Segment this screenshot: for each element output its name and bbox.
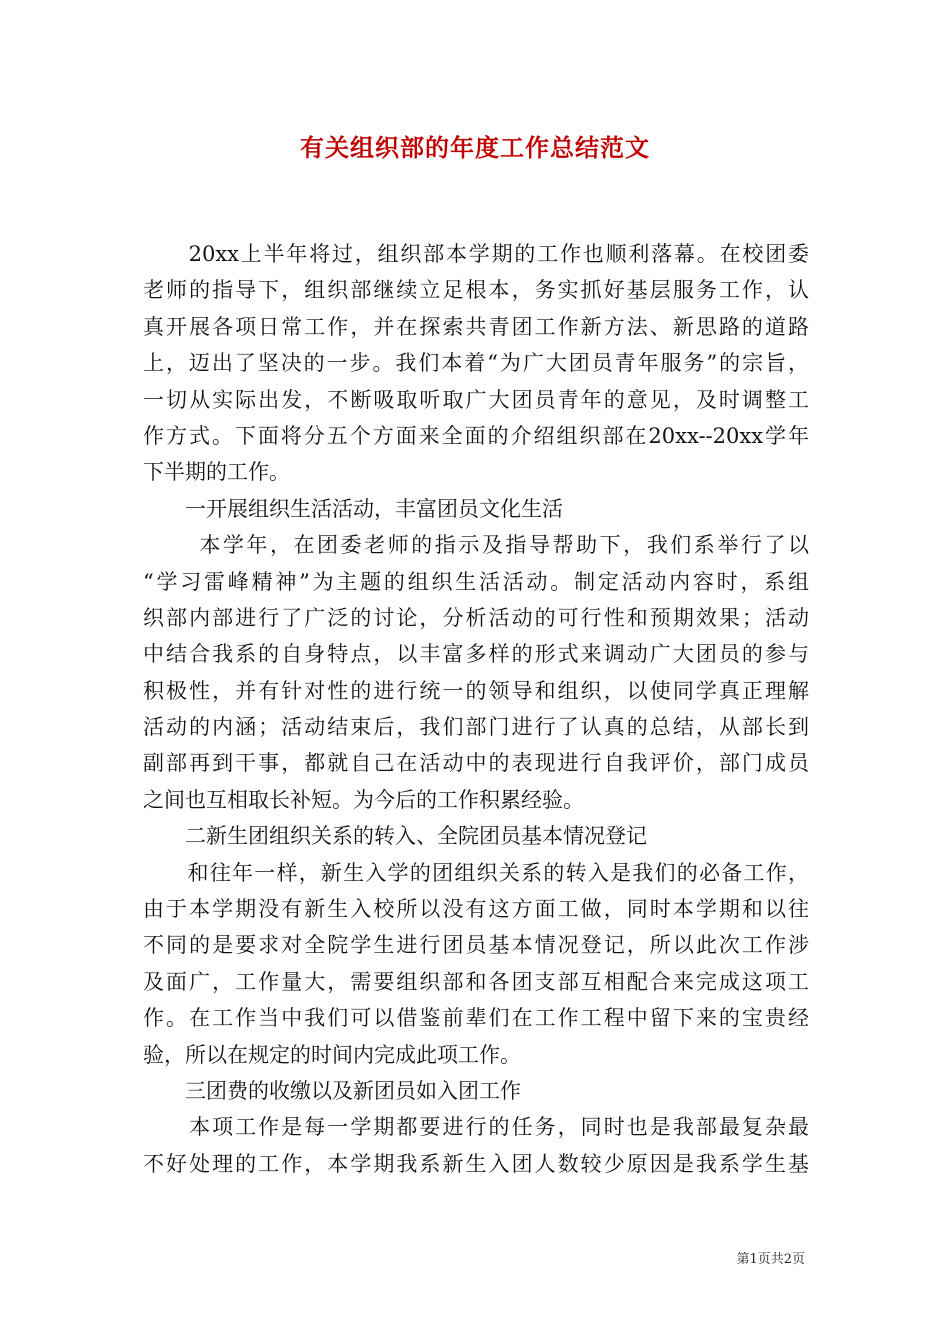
page-title: 有关组织部的年度工作总结范文 [300, 133, 650, 162]
text-line: 不好处理的工作，本学期我系新生入团人数较少原因是我系学生基 [143, 1151, 809, 1176]
text-line: 本项工作是每一学期都要进行的任务，同时也是我部最复杂最 [143, 1115, 809, 1140]
text-line: 老师的指导下，组织部继续立足根本，务实抓好基层服务工作，认 [143, 278, 809, 303]
text-line: 本学年，在团委老师的指示及指导帮助下，我们系举行了以 [143, 533, 809, 558]
text-line: 由于本学期没有新生入校所以没有这方面工做，同时本学期和以往 [143, 897, 809, 922]
text-line: 一切从实际出发，不断吸取听取广大团员青年的意见，及时调整工 [143, 387, 809, 412]
text-line: 及面广，工作量大，需要组织部和各团支部互相配合来完成这项工 [143, 969, 809, 994]
text-line: 20xx上半年将过，组织部本学期的工作也顺利落幕。在校团委 [143, 242, 809, 266]
text-line: 上，迈出了坚决的一步。我们本着“为广大团员青年服务”的宗旨， [143, 351, 809, 376]
text-line: 和往年一样，新生入学的团组织关系的转入是我们的必备工作， [143, 860, 809, 885]
text-line: 积极性，并有针对性的进行统一的领导和组织，以使同学真正理解 [143, 678, 809, 703]
text-line: 二新生团组织关系的转入、全院团员基本情况登记 [143, 824, 647, 849]
text-line: 活动的内涵；活动结束后，我们部门进行了认真的总结，从部长到 [143, 715, 809, 740]
text-line: 中结合我系的自身特点，以丰富多样的形式来调动广大团员的参与 [143, 642, 809, 667]
text-line: 副部再到干事，都就自己在活动中的表现进行自我评价，部门成员 [143, 751, 809, 776]
page-number-footer: 第1页共2页 [736, 1252, 805, 1267]
text-line: 织部内部进行了广泛的讨论，分析活动的可行性和预期效果；活动 [143, 605, 809, 630]
text-line: 之间也互相取长补短。为今后的工作积累经验。 [143, 787, 584, 812]
document-body [143, 236, 809, 1182]
text-line: 真开展各项日常工作，并在探索共青团工作新方法、新思路的道路 [143, 314, 809, 339]
text-line: 下半期的工作。 [143, 460, 290, 485]
text-line: 一开展组织生活活动，丰富团员文化生活 [143, 496, 563, 521]
text-line: 作方式。下面将分五个方面来全面的介绍组织部在20xx--20xx学年 [143, 423, 809, 448]
text-line: 不同的是要求对全院学生进行团员基本情况登记，所以此次工作涉 [143, 933, 809, 958]
text-line: “学习雷峰精神”为主题的组织生活活动。制定活动内容时，系组 [143, 569, 809, 594]
text-line: 作。在工作当中我们可以借鉴前辈们在工作工程中留下来的宝贵经 [143, 1006, 809, 1031]
text-line: 三团费的收缴以及新团员如入团工作 [143, 1078, 521, 1103]
text-line: 验，所以在规定的时间内完成此项工作。 [143, 1042, 521, 1067]
